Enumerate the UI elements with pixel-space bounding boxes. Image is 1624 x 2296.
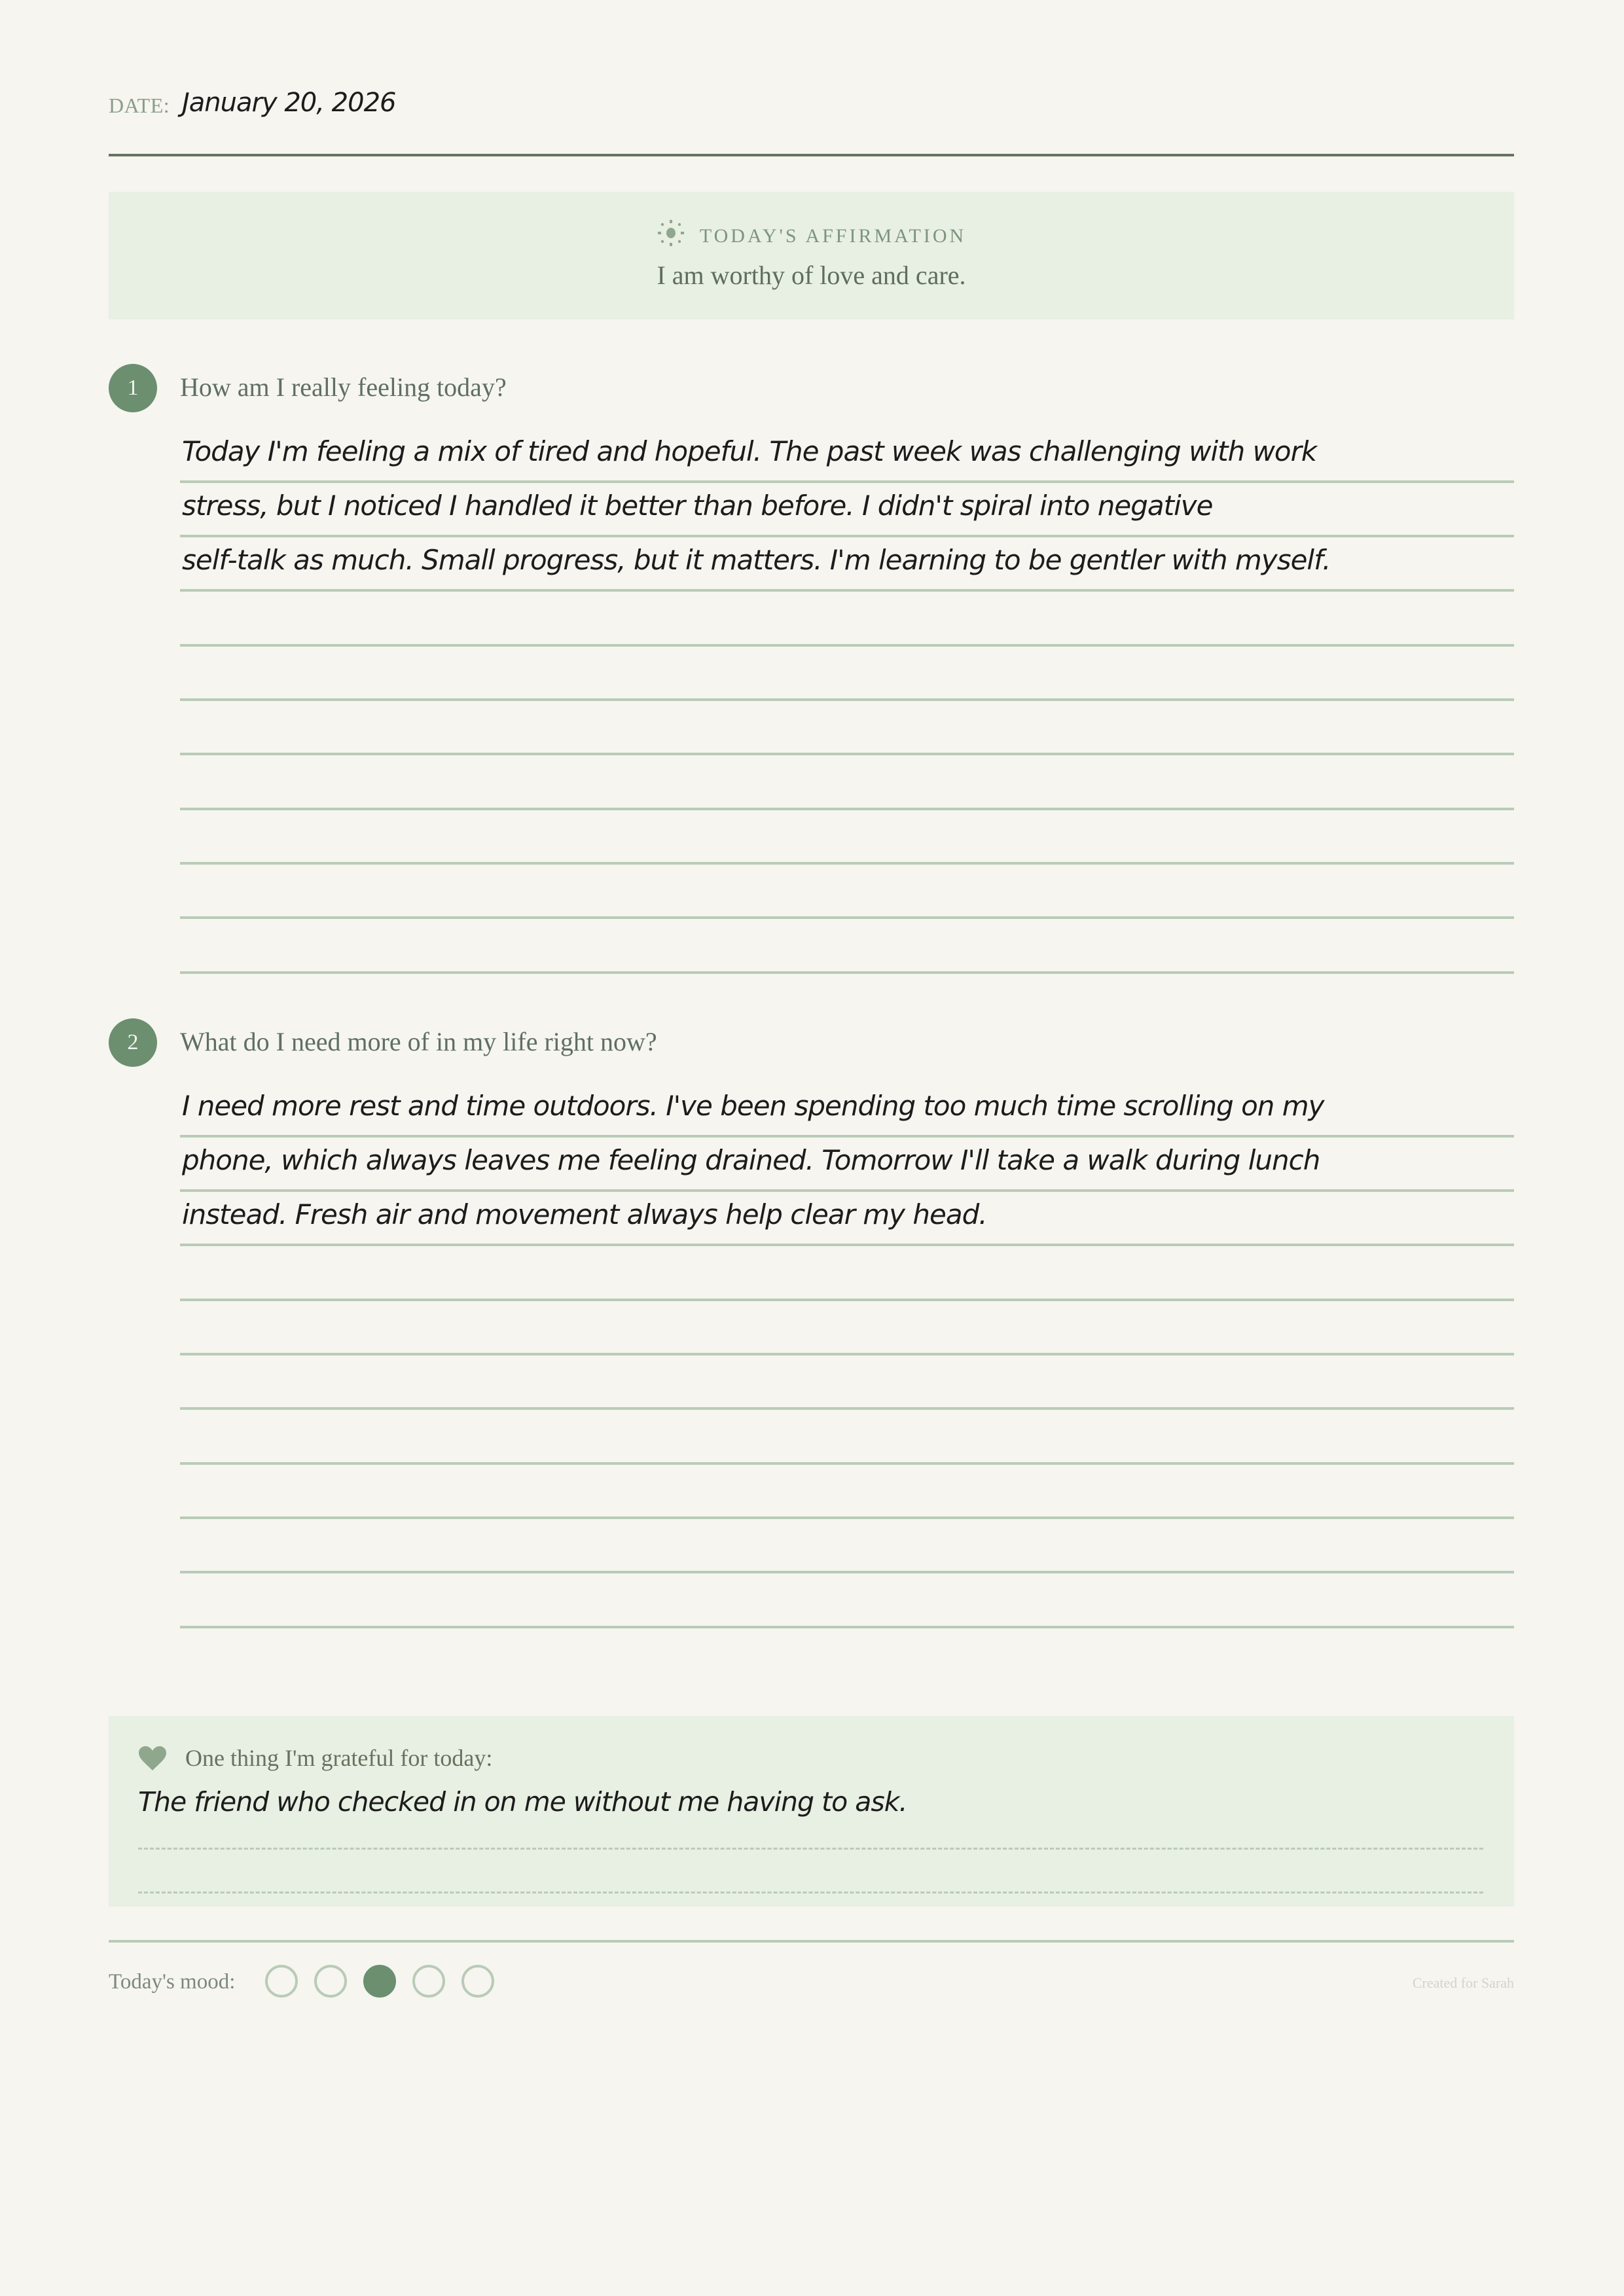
dashed-writing-line [138, 1848, 1483, 1850]
writing-line [180, 589, 1514, 592]
writing-line [180, 1571, 1514, 1573]
mood-option-1[interactable] [265, 1965, 298, 1998]
affirmation-text: I am worthy of love and care. [657, 260, 966, 290]
heart-icon [138, 1746, 167, 1775]
writing-line [180, 1299, 1514, 1301]
gratitude-panel [109, 1716, 1514, 1907]
writing-line [180, 1516, 1514, 1519]
mood-option-4[interactable] [412, 1965, 445, 1998]
dashed-writing-line [138, 1892, 1483, 1893]
writing-line [180, 1353, 1514, 1355]
question-prompt: How am I really feeling today? [180, 372, 507, 402]
sun-icon [657, 219, 685, 253]
answer-line: instead. Fresh air and movement always help clear my head. [182, 1198, 987, 1230]
answer-line: phone, which always leaves me feeling drained. Tomorrow I'll take a walk during lunch [182, 1144, 1320, 1176]
answer-line: self-talk as much. Small progress, but it matters. I'm learning to be gentler with myself. [182, 544, 1331, 576]
mood-option-2[interactable] [314, 1965, 347, 1998]
writing-line [180, 916, 1514, 919]
affirmation-panel [109, 192, 1514, 319]
question-number-badge: 2 [109, 1018, 157, 1067]
writing-line [180, 862, 1514, 865]
writing-line [180, 1626, 1514, 1628]
writing-line [180, 971, 1514, 974]
affirmation-heading: TODAY'S AFFIRMATION [699, 224, 967, 247]
affirmation-heading-row [109, 221, 1514, 255]
writing-line [180, 1244, 1514, 1246]
date-label: DATE: [109, 94, 170, 117]
credit-text: Created for Sarah [1412, 1975, 1514, 1991]
writing-line [180, 698, 1514, 701]
writing-line [180, 1189, 1514, 1192]
header-divider [109, 154, 1514, 156]
writing-line [180, 1135, 1514, 1138]
question-prompt: What do I need more of in my life right now? [180, 1027, 657, 1056]
mood-label: Today's mood: [109, 1970, 236, 1994]
writing-line [180, 1407, 1514, 1410]
writing-line [180, 480, 1514, 483]
mood-option-5[interactable] [461, 1965, 494, 1998]
mood-option-3-selected[interactable] [363, 1965, 396, 1998]
date-value[interactable]: January 20, 2026 [182, 88, 396, 118]
answer-line: stress, but I noticed I handled it better than before. I didn't spiral into negative [182, 490, 1213, 522]
writing-line [180, 753, 1514, 755]
writing-line [180, 808, 1514, 810]
writing-line [180, 644, 1514, 647]
gratitude-answer[interactable]: The friend who checked in on me without me having to ask. [138, 1786, 907, 1818]
answer-line: Today I'm feeling a mix of tired and hopeful. The past week was challenging with work [182, 435, 1317, 467]
answer-line: I need more rest and time outdoors. I've been spending too much time scrolling on my [182, 1090, 1324, 1122]
gratitude-label: One thing I'm grateful for today: [185, 1745, 493, 1771]
writing-line [180, 535, 1514, 537]
footer-divider [109, 1940, 1514, 1943]
writing-line [180, 1462, 1514, 1465]
question-number-badge: 1 [109, 364, 157, 412]
